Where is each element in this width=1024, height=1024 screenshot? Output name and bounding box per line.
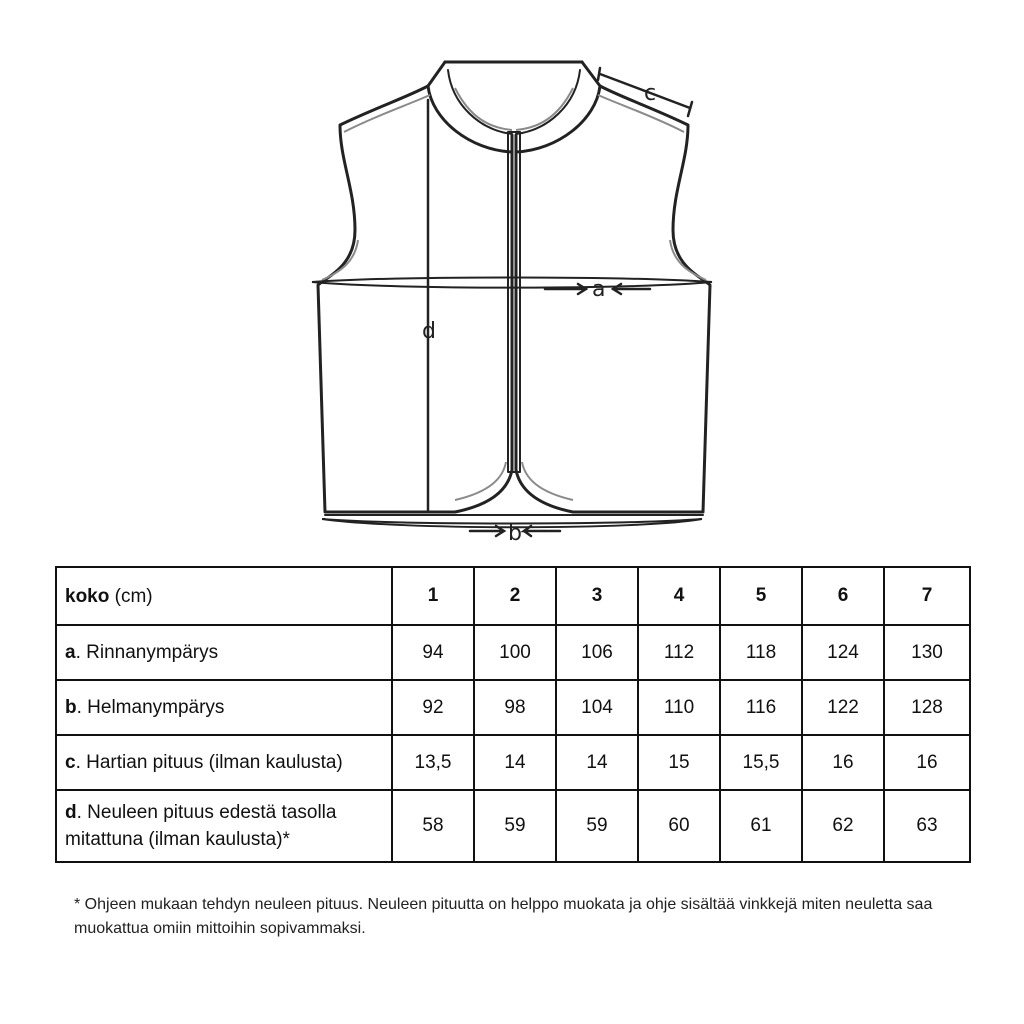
row-label: b. Helmanympärys — [56, 680, 392, 735]
row-label: d. Neuleen pituus edestä tasolla mitattuna (ilman kaulusta)* — [56, 790, 392, 862]
label-b: b — [508, 521, 522, 546]
header-size: 4 — [638, 567, 720, 625]
table-row — [56, 735, 970, 790]
header-size: 1 — [392, 567, 474, 625]
table-cell: 15 — [638, 735, 720, 790]
row-label: a. Rinnanympärys — [56, 625, 392, 680]
label-a: a — [592, 277, 606, 302]
header-size: 3 — [556, 567, 638, 625]
table-cell: 94 — [392, 625, 474, 680]
table-cell: 16 — [884, 735, 970, 790]
table-cell: 15,5 — [720, 735, 802, 790]
table-cell: 98 — [474, 680, 556, 735]
table-cell: 110 — [638, 680, 720, 735]
table-row — [56, 625, 970, 680]
table-cell: 14 — [474, 735, 556, 790]
table-cell: 16 — [802, 735, 884, 790]
table-cell: 118 — [720, 625, 802, 680]
label-c: c — [644, 81, 657, 106]
table-cell: 61 — [720, 790, 802, 862]
table-cell: 14 — [556, 735, 638, 790]
header-size: 6 — [802, 567, 884, 625]
table-cell: 63 — [884, 790, 970, 862]
header-size: 5 — [720, 567, 802, 625]
table-cell: 124 — [802, 625, 884, 680]
table-cell: 116 — [720, 680, 802, 735]
table-cell: 128 — [884, 680, 970, 735]
table-cell: 59 — [556, 790, 638, 862]
label-d: d — [422, 319, 436, 344]
table-cell: 92 — [392, 680, 474, 735]
table-cell: 62 — [802, 790, 884, 862]
table-cell: 104 — [556, 680, 638, 735]
table-cell: 130 — [884, 625, 970, 680]
table-header-row — [56, 567, 970, 625]
header-size: 2 — [474, 567, 556, 625]
row-label: c. Hartian pituus (ilman kaulusta) — [56, 735, 392, 790]
table-row — [56, 790, 970, 862]
table-cell: 59 — [474, 790, 556, 862]
table-cell: 106 — [556, 625, 638, 680]
table-cell: 100 — [474, 625, 556, 680]
table-cell: 122 — [802, 680, 884, 735]
vest-collar — [428, 62, 600, 152]
header-label: koko (cm) — [56, 567, 392, 625]
zipper — [508, 132, 520, 472]
size-table — [55, 566, 971, 863]
footnote: * Ohjeen mukaan tehdyn neuleen pituus. Neuleen pituutta on helppo muokata ja ohje sisältää vinkkejä miten neuletta saa muokattua omiin mittoihin sopivammaksi. — [74, 896, 933, 937]
table-row — [56, 680, 970, 735]
table-cell: 60 — [638, 790, 720, 862]
header-size: 7 — [884, 567, 970, 625]
table-cell: 112 — [638, 625, 720, 680]
table-cell: 13,5 — [392, 735, 474, 790]
table-cell: 58 — [392, 790, 474, 862]
